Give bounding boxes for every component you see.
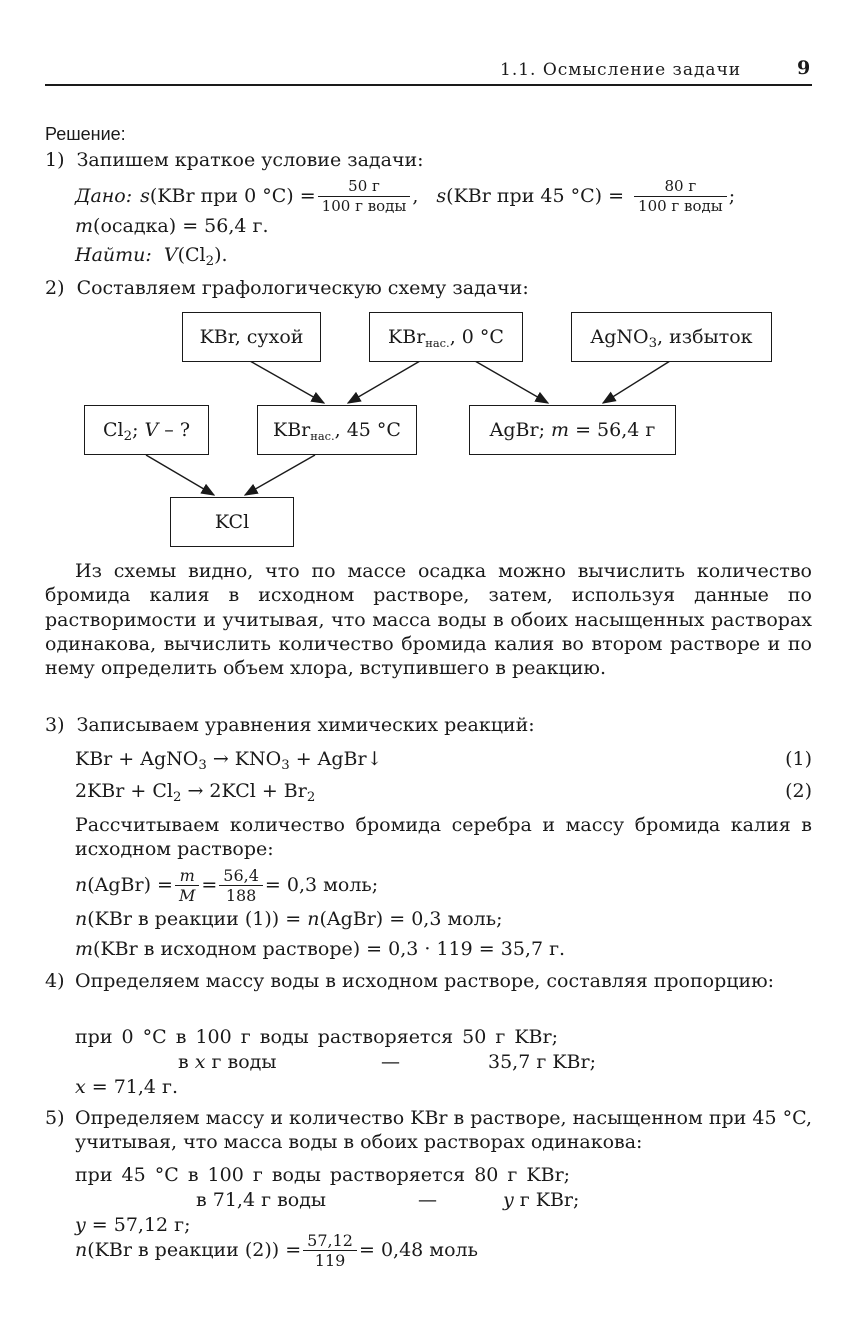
step5-marker: 5): [45, 1107, 65, 1129]
n-kbr-result: (AgBr) = 0,3 моль;: [319, 908, 503, 930]
agno3-base: AgNO: [590, 326, 649, 348]
kbr-dry-label: KBr, сухой: [199, 326, 304, 348]
equation-2: $2KBr + Cl_2 \to 2KCl + Br_2$: [75, 780, 316, 805]
s-kbr-45-num: 80 г: [634, 177, 727, 197]
n-agbr-formula-fraction: [175, 866, 199, 905]
s-kbr-0-left: (KBr при 0 °C) =: [149, 185, 316, 207]
arrow-cl2-to-kcl: [146, 455, 214, 495]
arrow-sat0-to-agbr: [475, 361, 548, 403]
kbr-sat45-sub: нас.: [310, 429, 335, 443]
step4-row2-right: 35,7 г KBr;: [488, 1051, 596, 1073]
cl2-v: V: [144, 419, 159, 441]
step4-marker: 4): [45, 970, 65, 992]
agbr-base: AgBr;: [489, 419, 552, 441]
step4-row1: при 0 °C в 100 г воды растворяется 50 г KBr;: [75, 1026, 558, 1048]
agno3-sub: 3: [648, 336, 658, 351]
scheme-box-kbr-sat45: [257, 405, 417, 455]
step5-y-result: y = 57,12 г;: [75, 1214, 191, 1236]
n-agbr-num: m: [179, 865, 195, 885]
kbr-sat0-tail: , 0 °C: [449, 326, 504, 348]
s-kbr-45-den: 100 г воды: [638, 196, 723, 215]
step5-row2-right: [503, 1188, 579, 1212]
s-kbr-0-num: 50 г: [318, 177, 411, 197]
step5-text: Определяем массу и количество KBr в растворе, насыщенном при 45 °C, учитывая, что масса воды в обоих растворах одинакова:: [75, 1107, 812, 1154]
step5-n-line-text: (KBr в реакции (2)) =: [87, 1239, 302, 1261]
s-kbr-0-den: 100 г воды: [321, 196, 407, 215]
m-kbr-line-text: (KBr в исходном растворе) = 0,3 · 119 = 35,7 г.: [93, 938, 566, 960]
kbr-sat0-base: KBr: [388, 326, 426, 348]
scheme-box-cl2: [84, 405, 209, 455]
arrow-sat45-to-kcl: [245, 455, 315, 495]
n-agbr-val-den: 188: [225, 885, 257, 905]
s-kbr-45-left: (KBr при 45 °C) =: [446, 185, 625, 207]
step3-text: Записываем уравнения химических реакций:: [76, 714, 535, 736]
step2-text: Составляем графологическую схему задачи:: [76, 277, 529, 299]
step3-marker: 3): [45, 714, 65, 736]
explanation-paragraph: Из схемы видно, что по массе осадка можно вычислить количество бромида калия в исходном растворе, затем, используя данные по растворимости и учитывая, что масса воды в обоих насыщенных растворах одинакова, вычислить количество бромида калия во втором растворе и по нему определить объем хлора, вступившего в реакцию.: [45, 560, 812, 680]
find-label: Найти:: [75, 244, 152, 266]
step4-text: Определяем массу воды в исходном растворе, составляя пропорцию:: [75, 970, 775, 992]
step1-text: Запишем краткое условие задачи:: [76, 149, 424, 171]
scheme-box-kcl: [170, 497, 294, 547]
mass-line-text: (осадка) = 56,4 г.: [93, 215, 269, 237]
step4-row2-x: x: [194, 1051, 206, 1073]
step5-y-result-text: = 57,12 г;: [85, 1214, 191, 1236]
scheme-arrows: [0, 0, 857, 560]
equation-1: KBr + AgNO$_3$ → $KNO_3$ + AgBr↓: [75, 748, 383, 773]
equation-2-number: (2): [785, 780, 812, 802]
cl2-tail: ;: [132, 419, 145, 441]
find-line: Найти: $V(Cl_2)$.: [75, 244, 228, 269]
cl2-q: – ?: [158, 419, 191, 441]
step5-frac-num: 57,12: [303, 1231, 357, 1251]
n-agbr-val-num: 56,4: [219, 866, 263, 886]
given-line: Дано: s (KBr при 0 °C) = $\frac{50 г}{\text{100 г воды}}$ , s (KBr при 45 °C) = $\frac{80 г}{\text{100 г воды}}$ ;: [75, 176, 736, 215]
scheme-box-agno3: [571, 312, 772, 362]
step3-calc-text: Рассчитываем количество бромида серебра и массу бромида калия в исходном растворе:: [75, 814, 812, 861]
n-agbr-den: M: [178, 885, 196, 905]
step4-row2-dash: —: [381, 1051, 400, 1073]
page-number: 9: [797, 57, 811, 79]
step4-result-text: = 71,4 г.: [85, 1076, 179, 1098]
step5-fraction: [303, 1231, 357, 1270]
cl2-base: Cl: [102, 419, 124, 441]
solution-label: Решение:: [45, 124, 126, 144]
equation-1-number: (1): [785, 748, 812, 770]
step5-row2-dash: —: [418, 1189, 437, 1211]
n-agbr-value-fraction: [219, 866, 263, 905]
n-agbr-result: = 0,3 моль;: [264, 874, 379, 896]
agbr-tail: = 56,4 г: [569, 419, 656, 441]
kcl-label: KCl: [214, 511, 250, 533]
agbr-m: m: [551, 419, 570, 441]
running-header-title: 1.1. Осмысление задачи: [500, 60, 742, 80]
step5-row2-right-text: г KBr;: [513, 1189, 580, 1211]
kbr-sat45-base: KBr: [273, 419, 311, 441]
m-kbr-line: m(KBr в исходном растворе) = 0,3 · 119 = 35,7 г.: [75, 938, 566, 960]
step5-n-result: = 0,48 моль: [358, 1239, 478, 1261]
step5-row2-left: в 71,4 г воды: [196, 1189, 327, 1211]
step5-row2-y: y: [503, 1189, 514, 1211]
scheme-box-kbr-dry: [182, 312, 321, 362]
arrow-dry-to-sat45: [250, 361, 324, 403]
step5-frac-den: 119: [314, 1250, 346, 1270]
kbr-sat0-sub: нас.: [425, 336, 450, 350]
n-kbr-line-text: (KBr в реакции (1)) =: [87, 908, 308, 930]
step4-row2-prefix: в: [178, 1051, 195, 1073]
arrow-sat0-to-sat45: [348, 361, 420, 403]
step4-result: x = 71,4 г.: [75, 1076, 179, 1098]
step5-n-line: n (KBr в реакции (2)) = $\frac{57,12}{119}$ = 0,48 моль: [75, 1230, 478, 1270]
n-kbr-line: n(KBr в реакции (1)) = n(AgBr) = 0,3 моль;: [75, 908, 503, 930]
step5-row1: при 45 °C в 100 г воды растворяется 80 г KBr;: [75, 1164, 571, 1186]
scheme-box-kbr-sat0: [369, 312, 523, 362]
n-agbr-line: n(AgBr) = $\frac{m}{M}$ = $\frac{56,4}{188}$ = 0,3 моль;: [75, 865, 379, 905]
step4-row2-mid: г воды: [205, 1051, 277, 1073]
cl2-sub: 2: [123, 429, 133, 444]
step4-row2-left: [178, 1050, 276, 1074]
scheme-box-agbr: [469, 405, 676, 455]
agno3-tail: , избыток: [657, 326, 753, 348]
step1-marker: 1): [45, 149, 65, 171]
step2-marker: 2): [45, 277, 65, 299]
given-label: Дано:: [75, 185, 133, 207]
mass-line: m(осадка) = 56,4 г.: [75, 215, 269, 237]
kbr-sat45-tail: , 45 °C: [334, 419, 401, 441]
arrow-agno3-to-agbr: [603, 361, 670, 403]
step3-line: [45, 713, 535, 737]
